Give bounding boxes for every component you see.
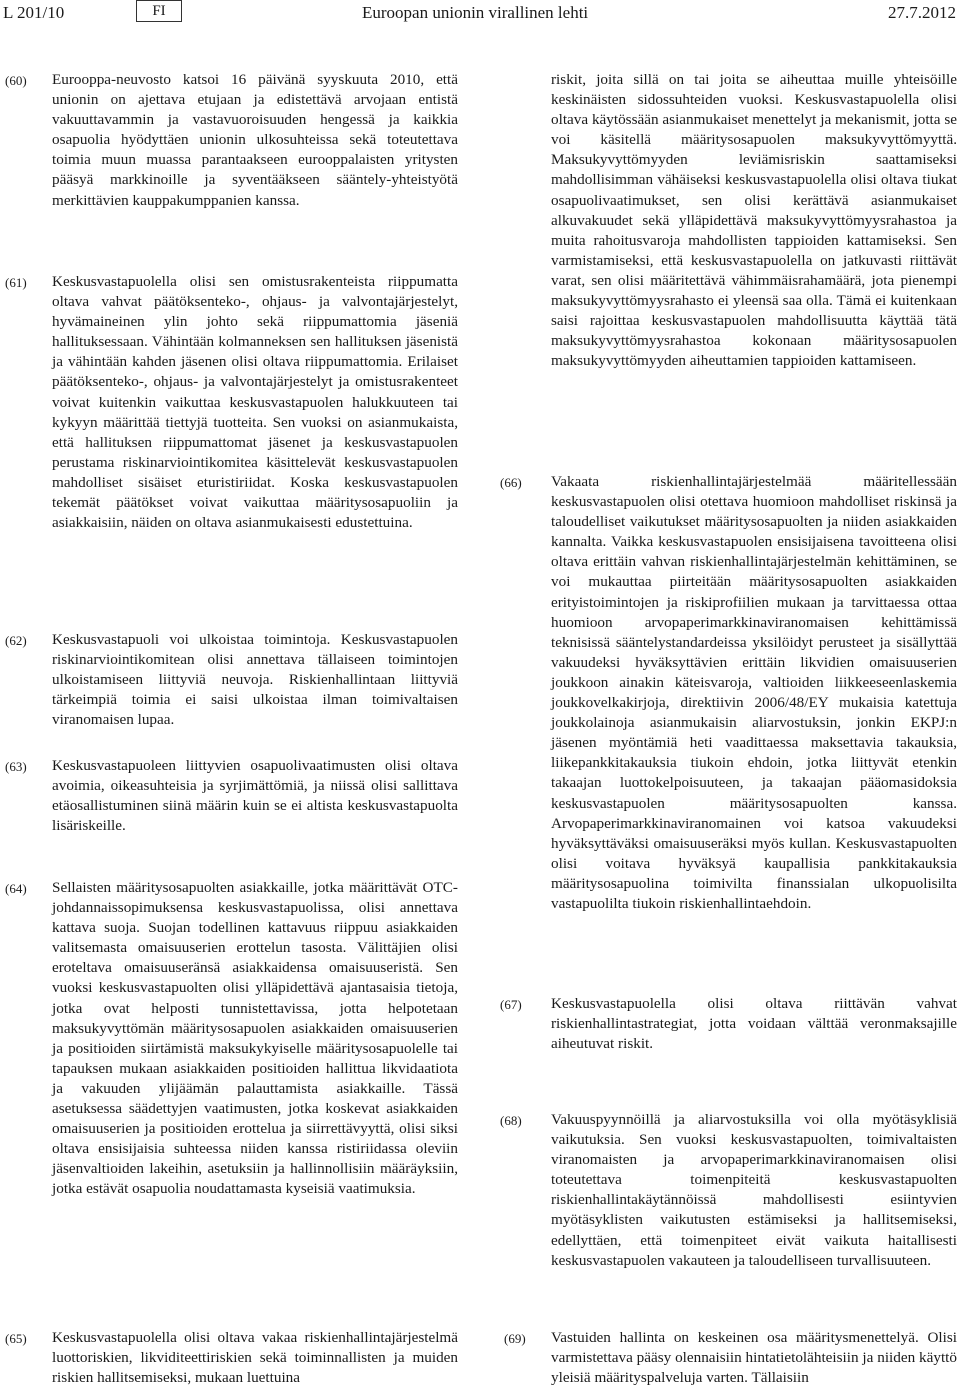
recital-number: (63) bbox=[5, 759, 27, 774]
recital-text: Sellaisten määritysosapuolten asiakkaille, jotka määrittävät OTC-johdannaissopimuksensa keskusvastapuolissa, olisi annettava kattava suoja. Suojan todellinen kattavuus riippuu asiakkaiden valitsemasta omaisuuserien erottelun tasosta. Välittäjien olisi eroteltava omaisuuseränsä asiakkaidensa omaisuuseristä. Sen vuoksi keskusvastapuolten olisi ylläpidettävä ajantasaisia tietoja, jotka ovat helposti tunnistettavissa, jotta helpotetaan maksukyvyttömän määritysosapuolen asiakkaiden omaisuuserien ja positioiden siirtämistä maksukykyiselle määritysosapuolelle tai tapauksen mukaan asiakkaiden positioiden hallittua likvidaatiota ja vakuuden ylijäämän palauttamista asiakkaille. Tässä asetuksessa säädettyjen vaatimusten, jotka koskevat asiakkaiden omaisuuserien ja positioiden erottelua ja siirrettävyyttä, olisi siksi oltava ensisijaisia suhteessa niiden kanssa ristiriidassa oleviin jäsenvaltioiden lakeihin, asetuksiin ja hallinnollisiin määräyksiin, jotka estävät osapuolia noudattamasta kyseisiä vaatimuksia. bbox=[52, 879, 458, 1198]
recital-number: (61) bbox=[5, 275, 27, 290]
language-badge: FI bbox=[136, 0, 182, 22]
recital-60 bbox=[5, 70, 458, 232]
recital-text: Keskusvastapuoli voi ulkoistaa toimintoja. Keskusvastapuolen riskinarviointikomitean olisi annettava tällaiseen toimintojen ulkoistamiseen liittyviä neuvoja. Riskienhallintaan liittyviä tärkeimpiä toimia ei saisi ulkoistaa ilman toimivaltaisen viranomaisen lupaa. bbox=[52, 631, 458, 729]
recital-62 bbox=[5, 630, 458, 729]
publication-date: 27.7.2012 bbox=[888, 3, 956, 22]
recital-text: Keskusvastapuolella olisi oltava vakaa riskienhallintajärjestelmä luottoriskien, likviditeettiriskien sekä toiminnallisten ja muiden riskien hallitsemiseksi, mukaan luettuina bbox=[52, 1329, 458, 1387]
recital-64 bbox=[5, 878, 458, 1200]
recital-number: (62) bbox=[5, 633, 27, 648]
recital-number: (64) bbox=[5, 881, 27, 896]
recital-69 bbox=[504, 1328, 957, 1388]
recital-number: (65) bbox=[5, 1331, 27, 1346]
recital-68 bbox=[500, 1110, 957, 1271]
recital-text: Vakaata riskienhallintajärjestelmää määritellessään keskusvastapuolen olisi otettava huomioon mahdolliset riskinsä ja taloudelliset vaikutukset määritysosapuolten ja niiden asiakkaiden kannalta. Vaikka keskusvastapuolen ensisijaisena tavoitteena olisi oltava erittäin vahvan riskienhallintajärjestelmän kehittäminen, se voi mukauttaa piirteitään määritysosapuolten asiakkaiden erityistoimintojen ja riskiprofiilien mukaan ja tarvittaessa ottaa huomioon arvopaperimarkkinaviranomaisen kehittämissä teknisissä sääntelystandardeissa yksilöidyt perusteet ja sisällyttää vakuudeksi hyväksyttävien erittäin likvidien omaisuuserien joukkoon ainakin käteisvaroja, valtioiden liikkeeseenlaskemia joukkovelkakirjoja, direktiivin 2006/48/EY mukaisia katettuja joukkolainoja asianmukaisin aliarvostuksin, jonkin EKPJ:n jäsenen myöntämiä heti vaadittaessa maksettavia takauksia, liikepankkitakauksia tiukoin ehdoin, jotka liittyvät etenkin takaajan luottokelpoisuuteen, ja takaajan pääomasidoksia keskusvastapuolen määritysosapuolten kanssa. Arvopaperimarkkinaviranomainen voi katsoa vakuudeksi hyväksyttäväksi omaisuuseräksi myös kullan. Keskusvastapuolten olisi voitava hyväksyä kaupallisia pankkitakauksia määritysosapuolina toimivilta finanssialan ulkopuolisilta vastapuolilta tiukoin riskienhallintaehdoin. bbox=[551, 473, 957, 912]
page-header bbox=[0, 0, 960, 24]
recital-text: riskit, joita sillä on tai joita se aiheuttaa muille yhteisöille keskinäisten sidossuhteiden vuoksi. Keskusvastapuolella olisi oltava käytössään asianmukaiset menettelyt ja mekanismit, jotta se voi käsitellä määritysosapuolen maksukyvyttömyyttä. Maksukyvyttömyyden leviämisriskin saattamiseksi mahdollisimman vähäiseksi keskusvastapuolella olisi oltava tiukat osapuolivaatimukset, sen olisi kerättävä asianmukaiset alkuvakuudet sekä ylläpidettävä maksukyvyttömyysrahastoa ja muita rahoitusvaroja mahdollisten tappioiden kattamiseksi. Sen varmistamiseksi, että keskusvastapuolella on jatkuvasti riittävät varat, sen olisi määritettävä vähimmäisrahamäärä, jota pienempi maksukyvyttömyysrahasto ei yleensä saa olla. Tämä ei kuitenkaan saisi rajoittaa keskusvastapuolen mahdollisuutta käyttää tätä maksukyvyttömyysrahastoa kokonaan määritysosapuolen maksukyvyttömyyden aiheuttamien tappioiden kattamiseen. bbox=[551, 71, 957, 370]
recital-61 bbox=[5, 272, 458, 594]
recital-67 bbox=[500, 994, 957, 1056]
recital-63 bbox=[5, 756, 458, 838]
right-column bbox=[500, 70, 957, 1271]
recital-number: (69) bbox=[504, 1331, 526, 1346]
recital-65-continued bbox=[551, 70, 957, 412]
recital-66 bbox=[500, 472, 957, 954]
recital-text: Eurooppa-neuvosto katsoi 16 päivänä syyskuuta 2010, että unionin on ajettava etujaan ja edistettävä arvojaan entistä vakuuttavammin ja vastavuoroisuuden hengessä ja kaikkia osapuolia hyödyttäen unionin ulkosuhteissa sekä toteutettava toimia muun muassa parantaakseen eurooppalaisten yritysten pääsyä markkinoille ja syventääkseen sääntely-yhteistyötä merkittävien kauppakumppanien kanssa. bbox=[52, 71, 458, 209]
recital-text: Keskusvastapuolella olisi oltava riittävän vahvat riskienhallintastrategiat, jotta voidaan välttää veronmaksajille aiheutuvat riskit. bbox=[551, 995, 957, 1053]
recital-number: (67) bbox=[500, 997, 522, 1012]
journal-series: L 201/10 bbox=[3, 3, 65, 22]
left-column bbox=[5, 70, 458, 1200]
recital-number: (60) bbox=[5, 73, 27, 88]
recital-number: (68) bbox=[500, 1113, 522, 1128]
journal-title: Euroopan unionin virallinen lehti bbox=[362, 3, 589, 22]
recital-text: Keskusvastapuolella olisi sen omistusrakenteista riippumatta oltava vahvat päätöksenteko-, ohjaus- ja valvontajärjestelyt, hyvämaineinen ylin johto sekä riippumattomia jäseniä hallituksessaan. Vähintään kolmanneksen sen hallituksen jäsenistä ja vähintään kahden jäsenen olisi oltava riippumattomia. Erilaiset päätöksenteko-, ohjaus- ja valvontajärjestelyt ja omistusrakenteet voivat kuitenkin vaikuttaa keskusvastapuolen halukkuuteen tai kykyyn määrittää tiettyjä tuotteita. Sen vuoksi on asianmukaista, että hallituksen riippumattomat jäsenet ja keskusvastapuolen perustama riskinarviointikomitea käsittelevät keskusvastapuolen mahdolliset sisäiset eturistiriidat. Koska keskusvastapuolen tekemät päätökset voivat vaikuttaa määritysosapuoliin ja asiakkaisiin, näiden on oltava asianmukaisesti edustettuina. bbox=[52, 273, 458, 532]
recital-text: Vakuuspyynnöillä ja aliarvostuksilla voi olla myötäsyklisiä vaikutuksia. Sen vuoksi keskusvastapuolten, toimivaltaisten viranomaisten ja arvopaperimarkkinaviranomaisen olisi toteutettava toimenpiteitä keskusvastapuolten riskienhallintakäytännöissä mahdollisesti esiintyvien myötäsyklisten vaikutusten estämiseksi ja hallitsemiseksi, edellyttäen, että toimenpiteet eivät vaikuta haitallisesti keskusvastapuolen vakauteen ja taloudelliseen turvallisuuteen. bbox=[551, 1111, 957, 1269]
recital-text: Vastuiden hallinta on keskeinen osa määritysmenettelyä. Olisi varmistettava pääsy olennaisiin hintatietolähteisiin ja niiden käyttö yleisiä määrityspalveluja varten. Tällaisiin bbox=[551, 1329, 957, 1387]
recital-text: Keskusvastapuoleen liittyvien osapuolivaatimusten olisi oltava avoimia, oikeasuhteisia ja syrjimättömiä, ja niissä olisi sallittava etäosallistuminen siinä määrin kuin se ei altista keskusvastapuolta lisäriskeille. bbox=[52, 757, 458, 835]
recital-65 bbox=[5, 1328, 458, 1388]
recital-number: (66) bbox=[500, 475, 522, 490]
